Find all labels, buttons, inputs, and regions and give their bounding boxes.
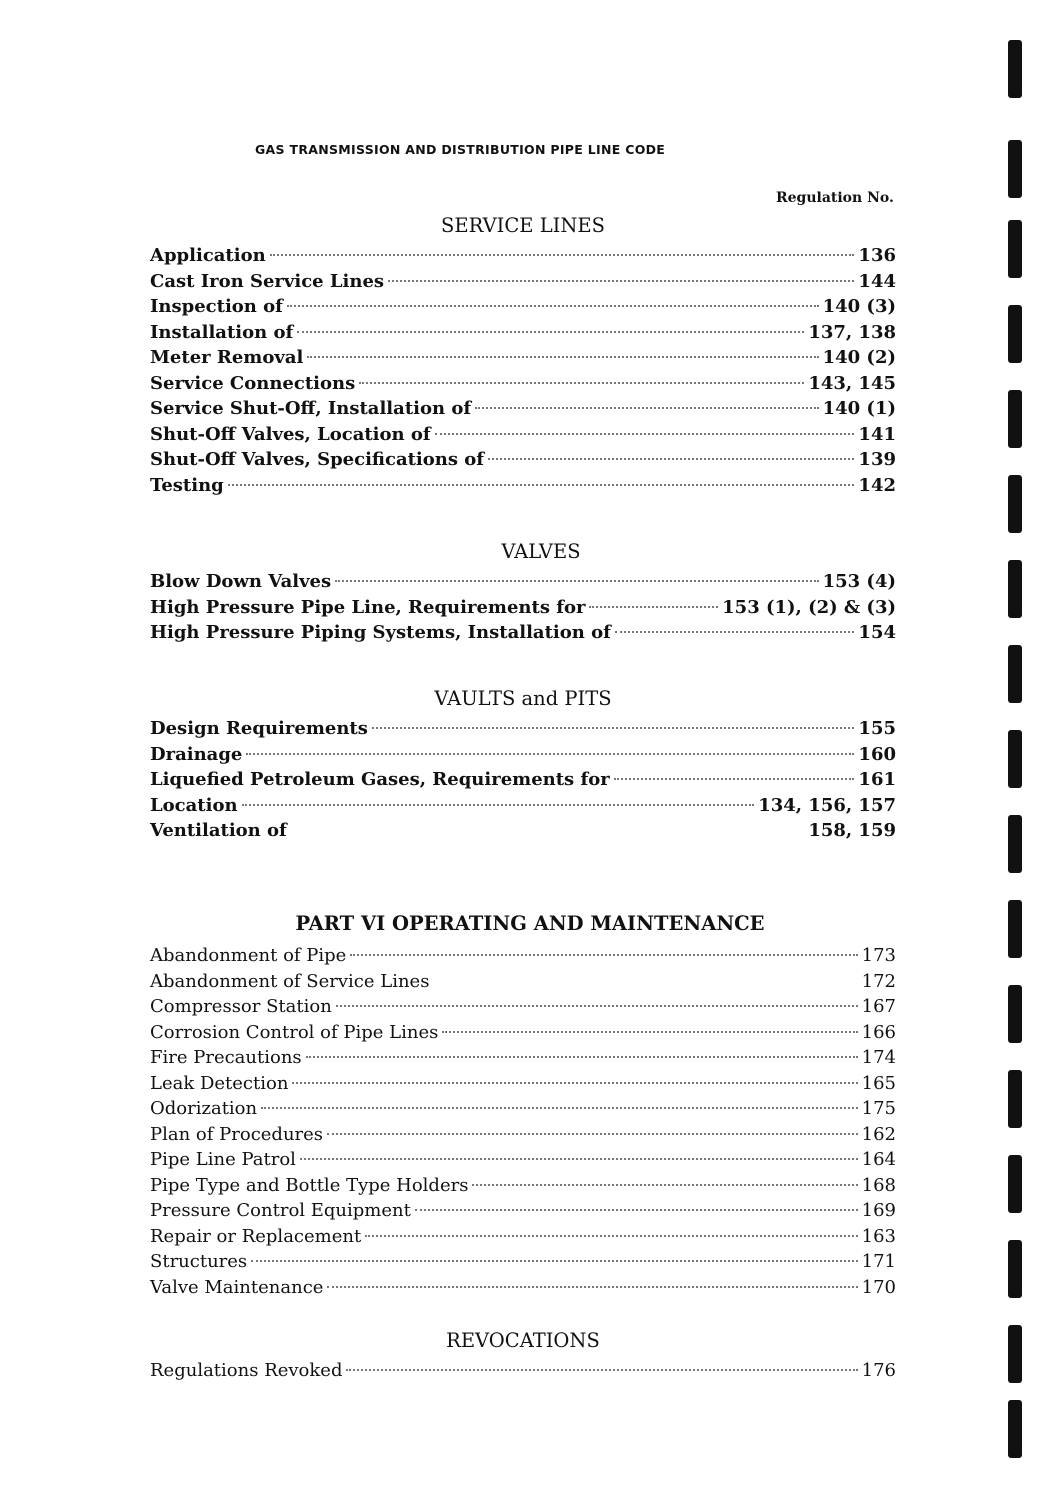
entry-reference: 139 — [858, 449, 896, 470]
dot-leader — [615, 630, 855, 633]
dot-leader — [270, 253, 855, 256]
index-entry — [150, 818, 896, 844]
entry-label: Meter Removal — [150, 347, 304, 368]
dot-leader — [475, 406, 819, 409]
dot-leader — [359, 381, 804, 384]
dot-leader — [307, 355, 818, 358]
edge-mark — [1008, 1325, 1022, 1383]
entry-label: Shut-Off Valves, Specifications of — [150, 449, 485, 470]
index-entry — [150, 1045, 896, 1071]
entry-reference: 165 — [861, 1072, 896, 1094]
dot-leader — [251, 1259, 857, 1262]
index-entry — [150, 371, 896, 397]
entry-label: Design Requirements — [150, 718, 368, 739]
entry-label: Regulations Revoked — [150, 1360, 343, 1381]
index-entry — [150, 767, 896, 793]
dot-leader — [336, 1004, 858, 1007]
edge-mark — [1008, 390, 1022, 448]
index-entry — [150, 595, 896, 621]
entry-reference: 171 — [861, 1251, 896, 1272]
entry-label: Pressure Control Equipment — [150, 1200, 411, 1221]
section-title-part-vi-operating-and-maintenance: PART VI OPERATING AND MAINTENANCE — [295, 912, 765, 935]
index-entry — [150, 243, 896, 269]
dot-leader — [365, 1234, 857, 1237]
index-entry — [150, 1147, 896, 1173]
entry-reference: 153 (4) — [822, 571, 896, 592]
dot-leader — [442, 1030, 857, 1033]
index-entry — [150, 320, 896, 346]
index-entry — [150, 1358, 896, 1384]
entry-label: Plan of Procedures — [150, 1123, 324, 1145]
edge-mark — [1008, 985, 1022, 1043]
entry-label: Location — [150, 794, 238, 816]
entry-reference: 162 — [861, 1123, 896, 1145]
edge-mark — [1008, 900, 1022, 958]
entry-reference: 143, 145 — [808, 372, 896, 394]
entry-label: Pipe Line Patrol — [150, 1149, 296, 1170]
valves-entries — [150, 569, 896, 646]
index-entry — [150, 793, 896, 819]
edge-mark — [1008, 1155, 1022, 1213]
entry-label: Valve Maintenance — [150, 1276, 324, 1298]
dot-leader — [488, 457, 854, 460]
entry-label: Shut-Off Valves, Location of — [150, 423, 431, 445]
index-entry — [150, 1224, 896, 1250]
entry-reference: 134, 156, 157 — [758, 794, 896, 816]
entry-label: Blow Down Valves — [150, 571, 332, 592]
edge-mark — [1008, 815, 1022, 873]
dot-leader — [472, 1183, 857, 1186]
revocations-entries — [150, 1358, 896, 1384]
dot-leader — [327, 1132, 858, 1135]
entry-reference: 170 — [861, 1276, 896, 1298]
entry-reference: 164 — [861, 1149, 896, 1170]
entry-reference: 137, 138 — [808, 321, 896, 343]
section-title-valves: VALVES — [501, 540, 581, 563]
entry-reference: 154 — [858, 622, 896, 643]
dot-leader — [297, 330, 804, 333]
entry-label: Liquefied Petroleum Gases, Requirements for — [150, 769, 610, 790]
entry-reference: 161 — [858, 769, 896, 790]
vaults-entries — [150, 716, 896, 844]
dot-leader — [435, 432, 855, 435]
edge-mark — [1008, 1070, 1022, 1128]
dot-leader — [589, 605, 718, 608]
dot-leader — [287, 304, 819, 307]
dot-leader — [327, 1285, 857, 1288]
edge-mark — [1008, 305, 1022, 363]
running-head: GAS TRANSMISSION AND DISTRIBUTION PIPE LINE CODE — [255, 142, 666, 157]
entry-reference: 166 — [861, 1021, 896, 1043]
entry-label: Abandonment of Service Lines — [150, 970, 430, 992]
entry-label: Inspection of — [150, 296, 283, 317]
dot-leader — [291, 828, 805, 831]
dot-leader — [346, 1368, 857, 1371]
entry-label: Drainage — [150, 743, 243, 765]
dot-leader — [292, 1081, 857, 1084]
entry-label: Cast Iron Service Lines — [150, 270, 385, 292]
binding-edge-marks — [1008, 40, 1038, 1460]
entry-label: Odorization — [150, 1098, 258, 1119]
edge-mark — [1008, 1240, 1022, 1298]
index-entry — [150, 422, 896, 448]
entry-reference: 168 — [861, 1174, 896, 1196]
index-entry — [150, 1275, 896, 1301]
entry-reference: 142 — [858, 474, 896, 496]
entry-label: Testing — [150, 474, 224, 496]
edge-mark — [1008, 220, 1022, 278]
entry-label: Pipe Type and Bottle Type Holders — [150, 1174, 469, 1196]
index-entry — [150, 969, 896, 995]
entry-reference: 167 — [861, 996, 896, 1017]
entry-reference: 158, 159 — [808, 820, 896, 841]
dot-leader — [306, 1055, 858, 1058]
dot-leader — [242, 803, 755, 806]
index-entry — [150, 742, 896, 768]
entry-label: Leak Detection — [150, 1072, 289, 1094]
entry-reference: 153 (1), (2) & (3) — [722, 596, 896, 618]
section-title-service-lines: SERVICE LINES — [440, 214, 606, 237]
entry-reference: 176 — [861, 1360, 896, 1381]
entry-reference: 136 — [858, 245, 896, 266]
entry-label: High Pressure Pipe Line, Requirements for — [150, 596, 586, 618]
entry-reference: 174 — [861, 1047, 896, 1068]
operating-entries — [150, 943, 896, 1300]
dot-leader — [372, 726, 855, 729]
entry-reference: 140 (1) — [822, 398, 896, 419]
edge-mark — [1008, 560, 1022, 618]
entry-label: Repair or Replacement — [150, 1225, 362, 1247]
entry-label: Installation of — [150, 321, 294, 343]
entry-label: Corrosion Control of Pipe Lines — [150, 1021, 439, 1043]
entry-reference: 169 — [861, 1200, 896, 1221]
dot-leader — [350, 953, 857, 956]
entry-reference: 155 — [858, 718, 896, 739]
edge-mark — [1008, 475, 1022, 533]
dot-leader — [614, 777, 855, 780]
index-entry — [150, 269, 896, 295]
index-entry — [150, 943, 896, 969]
index-entry — [150, 1198, 896, 1224]
dot-leader — [388, 279, 854, 282]
edge-mark — [1008, 1400, 1022, 1458]
index-entry — [150, 1122, 896, 1148]
index-entry — [150, 1096, 896, 1122]
index-entry — [150, 396, 896, 422]
entry-label: Compressor Station — [150, 996, 332, 1017]
entry-reference: 175 — [861, 1098, 896, 1119]
edge-mark — [1008, 40, 1022, 98]
dot-leader — [228, 483, 855, 486]
edge-mark — [1008, 140, 1022, 198]
entry-label: Service Connections — [150, 372, 356, 394]
entry-reference: 141 — [858, 423, 896, 445]
index-entry — [150, 294, 896, 320]
entry-reference: 160 — [858, 743, 896, 765]
regulation-number-column-label: Regulation No. — [776, 190, 894, 206]
entry-label: Service Shut-Off, Installation of — [150, 398, 472, 419]
index-entry — [150, 1173, 896, 1199]
dot-leader — [335, 579, 818, 582]
index-entry — [150, 447, 896, 473]
index-entry — [150, 473, 896, 499]
entry-reference: 163 — [861, 1225, 896, 1247]
entry-reference: 140 (3) — [822, 296, 896, 317]
index-entry — [150, 1071, 896, 1097]
index-entry — [150, 1249, 896, 1275]
entry-label: Abandonment of Pipe — [150, 945, 347, 966]
dot-leader — [261, 1106, 858, 1109]
entry-label: Ventilation of — [150, 820, 287, 841]
dot-leader — [433, 979, 857, 982]
index-entry — [150, 345, 896, 371]
dot-leader — [415, 1208, 858, 1211]
index-entry — [150, 716, 896, 742]
dot-leader — [246, 752, 854, 755]
edge-mark — [1008, 645, 1022, 703]
entry-reference: 144 — [858, 270, 896, 292]
entry-label: Structures — [150, 1251, 248, 1272]
entry-reference: 173 — [861, 945, 896, 966]
index-entry — [150, 569, 896, 595]
entry-label: Application — [150, 245, 266, 266]
entry-label: Fire Precautions — [150, 1047, 302, 1068]
index-entry — [150, 1020, 896, 1046]
entry-label: High Pressure Piping Systems, Installation of — [150, 622, 611, 643]
entry-reference: 172 — [861, 970, 896, 992]
entry-reference: 140 (2) — [822, 347, 896, 368]
index-entry — [150, 994, 896, 1020]
index-entry — [150, 620, 896, 646]
edge-mark — [1008, 730, 1022, 788]
dot-leader — [300, 1157, 858, 1160]
section-title-vaults-and-pits: VAULTS and PITS — [434, 687, 612, 710]
service-lines-entries — [150, 243, 896, 498]
section-title-revocations: REVOCATIONS — [446, 1329, 600, 1352]
